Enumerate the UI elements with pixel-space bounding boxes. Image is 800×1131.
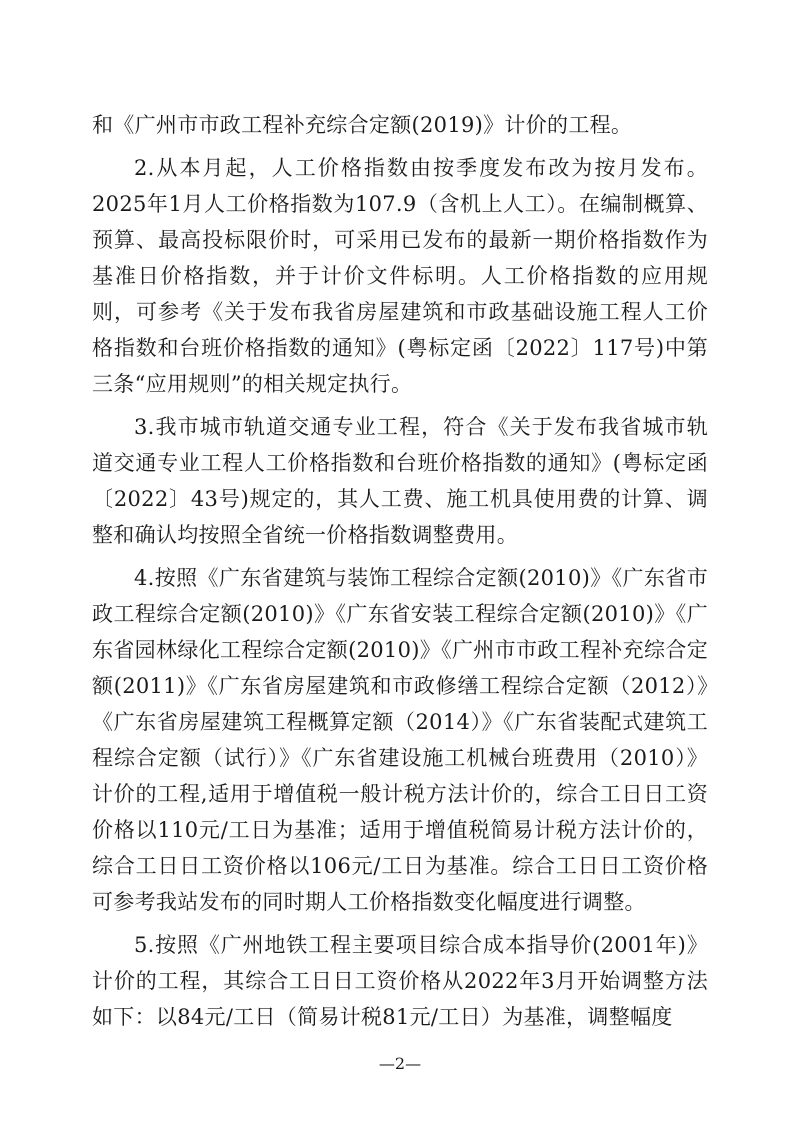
paragraph-item-5: 5.按照《广州地铁工程主要项目综合成本指导价(2001年)》计价的工程，其综合工日日工资价格从2022年3月开始调整方法如下：以84元/工日（简易计税81元/工日）为基准，调整幅度: [92, 933, 708, 1029]
page-number: —2—: [378, 1054, 422, 1073]
paragraph-item-3: 3.我市城市轨道交通专业工程，符合《关于发布我省城市轨道交通专业工程人工价格指数和台班价格指数的通知》(粤标定函〔2022〕43号)规定的，其人工费、施工机具使用费的计算、调整和确认均按照全省统一价格指数调整费用。: [92, 415, 708, 547]
paragraph-continuation: 和《广州市市政工程补充综合定额(2019)》计价的工程。: [92, 113, 633, 137]
paragraph-item-4: 4.按照《广东省建筑与装饰工程综合定额(2010)》《广东省市政工程综合定额(2010)》《广东省安装工程综合定额(2010)》《广东省园林绿化工程综合定额(2010)》《广州市市政工程补充综合定额(2011)》《广东省房屋建筑和市政修缮工程综合定额（2012）》《广东省房屋建筑工程概算定额（2014）》《广东省装配式建筑工程综合定额（试行）》《广东省建设施工机械台班费用（2010）》计价的工程,适用于增值税一般计税方法计价的，综合工日日工资价格以110元/工日为基准；适用于增值税简易计税方法计价的，综合工日日工资价格以106元/工日为基准。综合工日日工资价格可参考我站发布的同时期人工价格指数变化幅度进行调整。: [92, 566, 708, 914]
document-body: [92, 107, 708, 1042]
paragraph-item-2: 2.从本月起，人工价格指数由按季度发布改为按月发布。2025年1月人工价格指数为107.9（含机上人工）。在编制概算、预算、最高投标限价时，可采用已发布的最新一期价格指数作为基准日价格指数，并于计价文件标明。人工价格指数的应用规则，可参考《关于发布我省房屋建筑和市政基础设施工程人工价格指数和台班价格指数的通知》(粤标定函〔2022〕117号)中第三条“应用规则”的相关规定执行。: [92, 156, 708, 396]
